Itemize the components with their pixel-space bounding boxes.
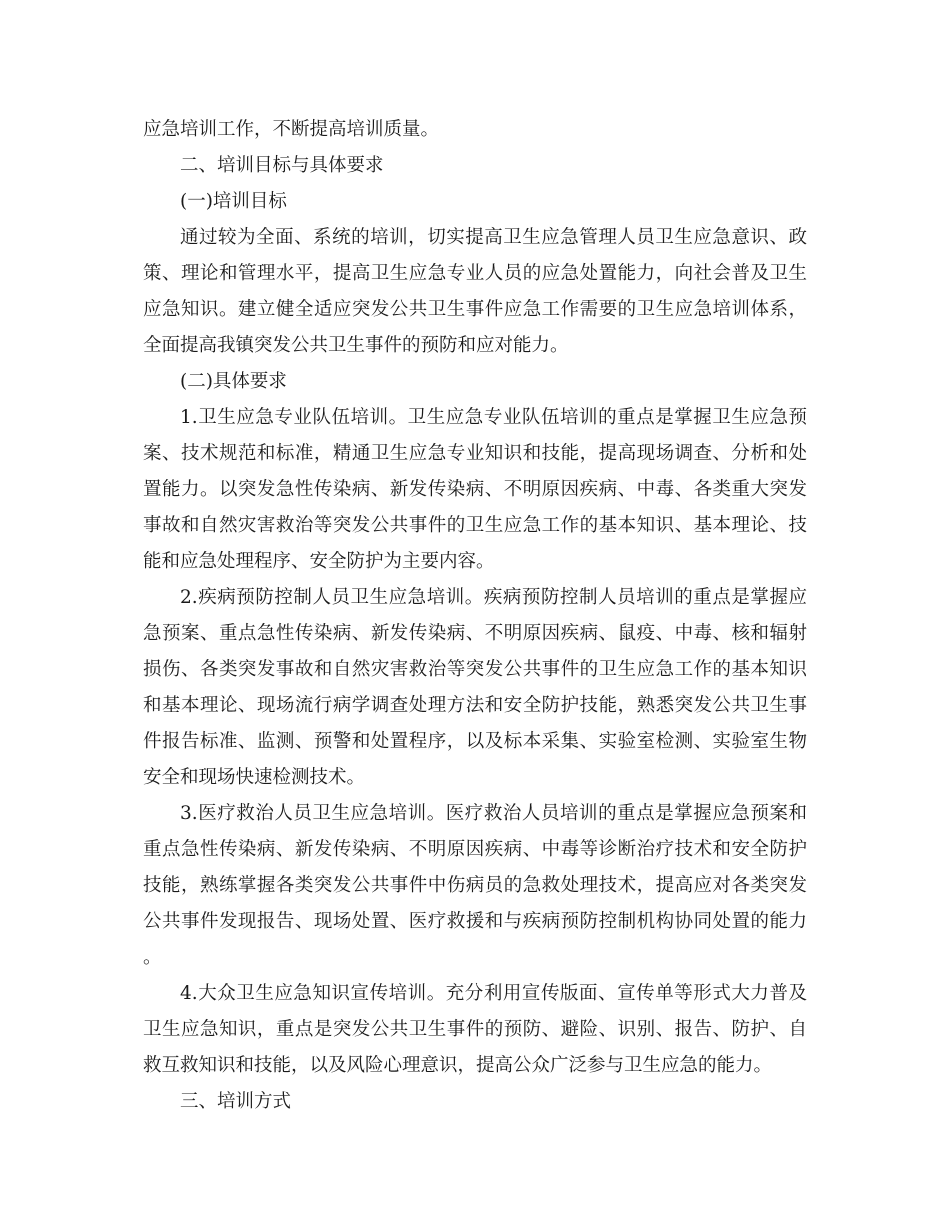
- paragraph-continuation: 应急培训工作，不断提高培训质量。: [143, 119, 440, 140]
- subsection-heading-goals: (一)培训目标: [180, 191, 287, 212]
- paragraph-goals: 通过较为全面、系统的培训，切实提高卫生应急管理人员卫生应急意识、政策、理论和管理水平，提高卫生应急专业人员的应急处置能力，向社会普及卫生应急知识。建立健全适应突发公共卫生事件应急工作需要的卫生应急培训体系，全面提高我镇突发公共卫生事件的预防和应对能力。: [143, 227, 807, 356]
- subsection-heading-requirements: (二)具体要求: [180, 371, 287, 392]
- section-heading-training-goals: 二、培训目标与具体要求: [180, 155, 384, 176]
- paragraph-requirement-4: 4.大众卫生应急知识宣传培训。充分利用宣传版面、宣传单等形式大力普及卫生应急知识，重点是突发公共卫生事件的预防、避险、识别、报告、防护、自救互救知识和技能，以及风险心理意识，提高公众广泛参与卫生应急的能力。: [143, 983, 807, 1076]
- section-heading-training-methods: 三、培训方式: [180, 1091, 292, 1112]
- paragraph-requirement-3: 3.医疗救治人员卫生应急培训。医疗救治人员培训的重点是掌握应急预案和重点急性传染病、新发传染病、不明原因疾病、中毒等诊断治疗技术和安全防护技能，熟练掌握各类突发公共事件中伤病员的急救处理技术，提高应对各类突发公共事件发现报告、现场处置、医疗救援和与疾病预防控制机构协同处置的能力。: [143, 803, 807, 968]
- paragraph-requirement-2: 2.疾病预防控制人员卫生应急培训。疾病预防控制人员培训的重点是掌握应急预案、重点急性传染病、新发传染病、不明原因疾病、鼠疫、中毒、核和辐射损伤、各类突发事故和自然灾害救治等突发公共事件的卫生应急工作的基本知识和基本理论、现场流行病学调查处理方法和安全防护技能，熟悉突发公共卫生事件报告标准、监测、预警和处置程序，以及标本采集、实验室检测、实验室生物安全和现场快速检测技术。: [143, 587, 807, 788]
- paragraph-requirement-1: 1.卫生应急专业队伍培训。卫生应急专业队伍培训的重点是掌握卫生应急预案、技术规范和标准，精通卫生应急专业知识和技能，提高现场调查、分析和处置能力。以突发急性传染病、新发传染病、不明原因疾病、中毒、各类重大突发事故和自然灾害救治等突发公共事件的卫生应急工作的基本知识、基本理论、技能和应急处理程序、安全防护为主要内容。: [143, 407, 807, 572]
- document-body: [143, 112, 807, 1120]
